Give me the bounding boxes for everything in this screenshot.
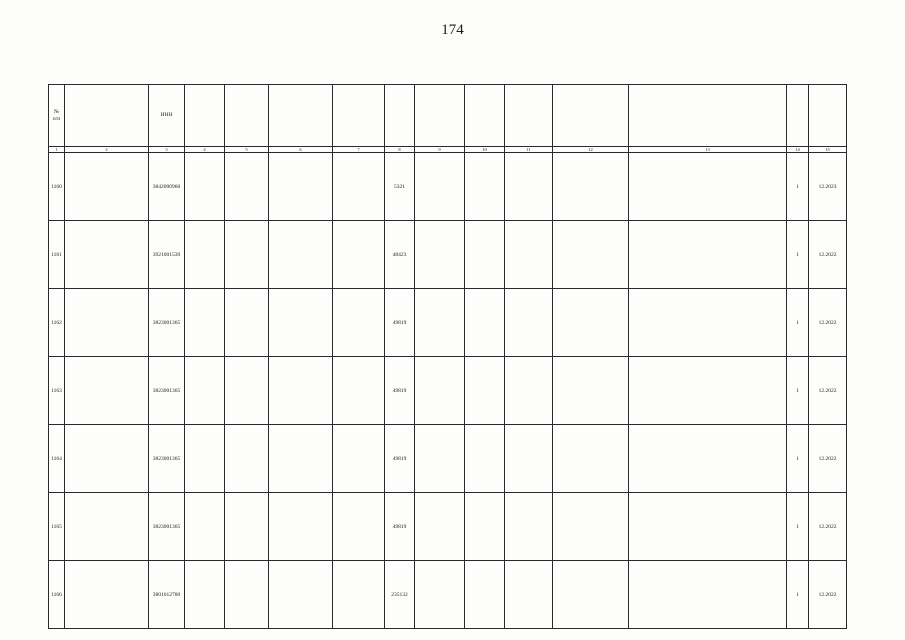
column-number: 14 [787, 147, 809, 153]
cell-ownership-type [185, 561, 225, 629]
cell-building [225, 493, 269, 561]
header-cell [225, 85, 269, 147]
cell-address [269, 153, 333, 221]
cell-quantity: 1 [787, 221, 809, 289]
header-cell: ИНН [149, 85, 185, 147]
cell-unit [415, 289, 465, 357]
cell-building [225, 221, 269, 289]
cell-ownership-type [185, 357, 225, 425]
cell-address [269, 289, 333, 357]
cell-population: 5321 [385, 153, 415, 221]
cell-quantity: 1 [787, 357, 809, 425]
cell-no: 1165 [49, 493, 65, 561]
cell-organization [65, 425, 149, 493]
header-cell [787, 85, 809, 147]
column-number: 10 [465, 147, 505, 153]
cell-room [465, 357, 505, 425]
cell-inn: 3823001365 [149, 289, 185, 357]
cell-ownership-type [185, 221, 225, 289]
cell-unit [415, 357, 465, 425]
column-number: 2 [65, 147, 149, 153]
cell-conditions [505, 425, 553, 493]
cell-date: 12.2022 [809, 289, 847, 357]
cell-population: 49819 [385, 493, 415, 561]
cell-quantity: 1 [787, 493, 809, 561]
cell-place-name [333, 221, 385, 289]
cell-date: 12.2022 [809, 357, 847, 425]
cell-ownership-type [185, 493, 225, 561]
cell-legal-act [629, 561, 787, 629]
cell-address [269, 493, 333, 561]
cell-date: 12.2023 [809, 153, 847, 221]
cell-medical-product [553, 289, 629, 357]
cell-room [465, 153, 505, 221]
table-body [49, 153, 847, 629]
column-number: 7 [333, 147, 385, 153]
table-header [49, 85, 847, 153]
cell-organization [65, 153, 149, 221]
cell-unit [415, 153, 465, 221]
cell-room [465, 493, 505, 561]
header-cell [333, 85, 385, 147]
column-number: 6 [269, 147, 333, 153]
cell-medical-product [553, 493, 629, 561]
cell-legal-act [629, 153, 787, 221]
column-number: 12 [553, 147, 629, 153]
header-cell [65, 85, 149, 147]
cell-conditions [505, 357, 553, 425]
cell-medical-product [553, 561, 629, 629]
table-row [49, 561, 847, 629]
register-table [48, 84, 847, 629]
cell-date: 12.2022 [809, 561, 847, 629]
cell-organization [65, 561, 149, 629]
header-cell [809, 85, 847, 147]
header-cell: № п/п [49, 85, 65, 147]
cell-no: 1160 [49, 153, 65, 221]
cell-population: 48423 [385, 221, 415, 289]
cell-population: 49819 [385, 357, 415, 425]
cell-building [225, 425, 269, 493]
cell-medical-product [553, 153, 629, 221]
column-number: 15 [809, 147, 847, 153]
cell-medical-product [553, 221, 629, 289]
cell-organization [65, 289, 149, 357]
cell-population: 49819 [385, 425, 415, 493]
table-row [49, 493, 847, 561]
cell-room [465, 561, 505, 629]
column-number: 4 [185, 147, 225, 153]
table-row [49, 153, 847, 221]
cell-legal-act [629, 493, 787, 561]
header-cell [385, 85, 415, 147]
cell-room [465, 425, 505, 493]
cell-place-name [333, 289, 385, 357]
column-number: 3 [149, 147, 185, 153]
cell-building [225, 289, 269, 357]
cell-inn: 3801012780 [149, 561, 185, 629]
header-cell [505, 85, 553, 147]
column-number: 5 [225, 147, 269, 153]
cell-conditions [505, 289, 553, 357]
column-number: 13 [629, 147, 787, 153]
cell-population: 49819 [385, 289, 415, 357]
cell-room [465, 289, 505, 357]
cell-inn: 3842000960 [149, 153, 185, 221]
header-row [49, 85, 847, 147]
cell-room [465, 221, 505, 289]
cell-building [225, 153, 269, 221]
cell-place-name [333, 425, 385, 493]
cell-organization [65, 493, 149, 561]
cell-medical-product [553, 425, 629, 493]
cell-no: 1161 [49, 221, 65, 289]
cell-place-name [333, 493, 385, 561]
header-cell [465, 85, 505, 147]
cell-no: 1164 [49, 425, 65, 493]
column-number: 8 [385, 147, 415, 153]
cell-place-name [333, 561, 385, 629]
cell-unit [415, 493, 465, 561]
table-row [49, 289, 847, 357]
cell-ownership-type [185, 289, 225, 357]
cell-place-name [333, 357, 385, 425]
cell-legal-act [629, 289, 787, 357]
cell-no: 1166 [49, 561, 65, 629]
header-cell [629, 85, 787, 147]
cell-legal-act [629, 357, 787, 425]
cell-address [269, 425, 333, 493]
cell-conditions [505, 221, 553, 289]
cell-organization [65, 357, 149, 425]
cell-population: 235132 [385, 561, 415, 629]
table-row [49, 357, 847, 425]
cell-conditions [505, 153, 553, 221]
table-row [49, 221, 847, 289]
cell-unit [415, 561, 465, 629]
cell-medical-product [553, 357, 629, 425]
cell-legal-act [629, 425, 787, 493]
cell-address [269, 561, 333, 629]
cell-conditions [505, 493, 553, 561]
cell-legal-act [629, 221, 787, 289]
cell-inn: 3823001365 [149, 425, 185, 493]
cell-date: 12.2022 [809, 221, 847, 289]
cell-organization [65, 221, 149, 289]
cell-building [225, 561, 269, 629]
cell-quantity: 1 [787, 561, 809, 629]
cell-date: 12.2022 [809, 493, 847, 561]
cell-unit [415, 425, 465, 493]
cell-conditions [505, 561, 553, 629]
cell-quantity: 1 [787, 425, 809, 493]
cell-ownership-type [185, 153, 225, 221]
cell-address [269, 221, 333, 289]
header-cell [415, 85, 465, 147]
cell-quantity: 1 [787, 289, 809, 357]
page-number: 174 [441, 22, 464, 38]
cell-no: 1162 [49, 289, 65, 357]
cell-address [269, 357, 333, 425]
column-number: 1 [49, 147, 65, 153]
cell-place-name [333, 153, 385, 221]
cell-ownership-type [185, 425, 225, 493]
cell-inn: 3921001539 [149, 221, 185, 289]
cell-no: 1163 [49, 357, 65, 425]
cell-unit [415, 221, 465, 289]
cell-date: 12.2022 [809, 425, 847, 493]
cell-inn: 3823001365 [149, 357, 185, 425]
cell-building [225, 357, 269, 425]
cell-quantity: 1 [787, 153, 809, 221]
cell-inn: 3823001365 [149, 493, 185, 561]
header-cell [553, 85, 629, 147]
table-row [49, 425, 847, 493]
header-cell [185, 85, 225, 147]
column-number: 9 [415, 147, 465, 153]
column-number: 11 [505, 147, 553, 153]
header-cell [269, 85, 333, 147]
